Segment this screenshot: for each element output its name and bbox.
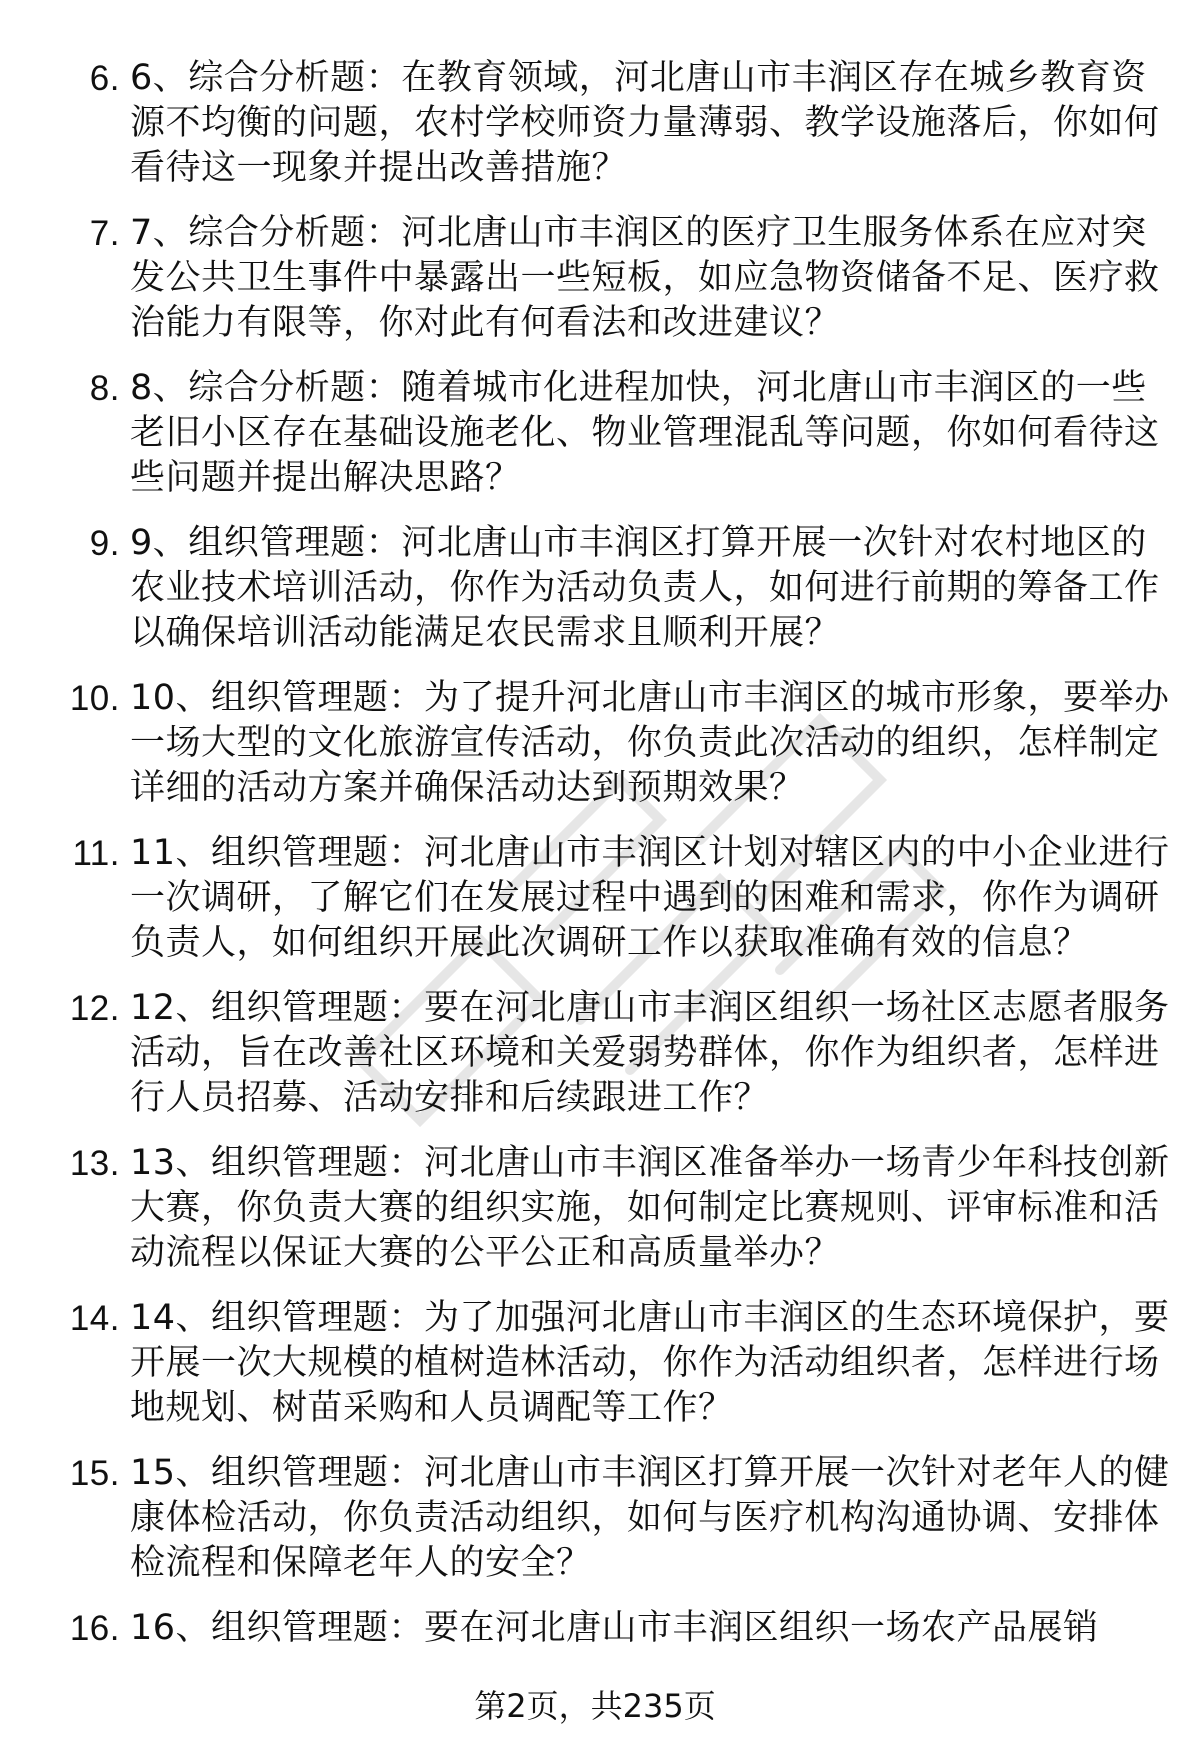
page-number-label: 第2页，共235页 [474, 1687, 716, 1725]
question-text: 12、组织管理题：要在河北唐山市丰润区组织一场社区志愿者服务活动，旨在改善社区环境和关爱弱势群体，你作为组织者，怎样进行人员招募、活动安排和后续跟进工作？ [130, 988, 1170, 1118]
question-number: 15. [69, 1454, 120, 1493]
question-text: 11、组织管理题：河北唐山市丰润区计划对辖区内的中小企业进行一次调研，了解它们在发展过程中遇到的困难和需求，你作为调研负责人，如何组织开展此次调研工作以获取准确有效的信息？ [130, 833, 1170, 963]
question-number: 9. [89, 524, 120, 563]
question-item-8 [70, 366, 1170, 501]
question-number: 13. [69, 1144, 120, 1183]
question-item-7 [70, 211, 1170, 346]
question-text: 14、组织管理题：为了加强河北唐山市丰润区的生态环境保护，要开展一次大规模的植树造林活动，你作为活动组织者，怎样进行场地规划、树苗采购和人员调配等工作？ [130, 1298, 1170, 1428]
question-number: 7. [89, 214, 120, 253]
question-item-14 [70, 1296, 1170, 1431]
question-number: 8. [89, 369, 120, 408]
question-list [70, 56, 1170, 1671]
question-text: 13、组织管理题：河北唐山市丰润区准备举办一场青少年科技创新大赛，你负责大赛的组织实施，如何制定比赛规则、评审标准和活动流程以保证大赛的公平公正和高质量举办？ [130, 1143, 1170, 1273]
question-number: 6. [89, 59, 120, 98]
question-text: 15、组织管理题：河北唐山市丰润区打算开展一次针对老年人的健康体检活动，你负责活动组织，如何与医疗机构沟通协调、安排体检流程和保障老年人的安全？ [130, 1453, 1170, 1583]
question-item-15 [70, 1451, 1170, 1586]
question-number: 16. [69, 1609, 120, 1648]
question-item-11 [70, 831, 1170, 966]
question-item-6 [70, 56, 1170, 191]
question-number: 10. [69, 679, 120, 718]
question-text: 9、组织管理题：河北唐山市丰润区打算开展一次针对农村地区的农业技术培训活动，你作为活动负责人，如何进行前期的筹备工作以确保培训活动能满足农民需求且顺利开展？ [130, 523, 1160, 653]
question-text: 8、综合分析题：随着城市化进程加快，河北唐山市丰润区的一些老旧小区存在基础设施老化、物业管理混乱等问题，你如何看待这些问题并提出解决思路？ [130, 368, 1160, 498]
question-item-13 [70, 1141, 1170, 1276]
question-item-9 [70, 521, 1170, 656]
question-text: 7、综合分析题：河北唐山市丰润区的医疗卫生服务体系在应对突发公共卫生事件中暴露出一些短板，如应急物资储备不足、医疗救治能力有限等，你对此有何看法和改进建议？ [130, 213, 1160, 343]
question-item-12 [70, 986, 1170, 1121]
question-text: 10、组织管理题：为了提升河北唐山市丰润区的城市形象，要举办一场大型的文化旅游宣传活动，你负责此次活动的组织，怎样制定详细的活动方案并确保活动达到预期效果？ [130, 678, 1170, 808]
page-footer [0, 1686, 1190, 1726]
question-item-16 [70, 1606, 1170, 1651]
question-text: 6、综合分析题：在教育领域，河北唐山市丰润区存在城乡教育资源不均衡的问题，农村学校师资力量薄弱、教学设施落后，你如何看待这一现象并提出改善措施？ [130, 58, 1160, 188]
question-number: 14. [69, 1299, 120, 1338]
question-item-10 [70, 676, 1170, 811]
question-number: 12. [69, 989, 120, 1028]
question-text: 16、组织管理题：要在河北唐山市丰润区组织一场农产品展销 [130, 1608, 1099, 1648]
question-number: 11. [72, 834, 120, 873]
